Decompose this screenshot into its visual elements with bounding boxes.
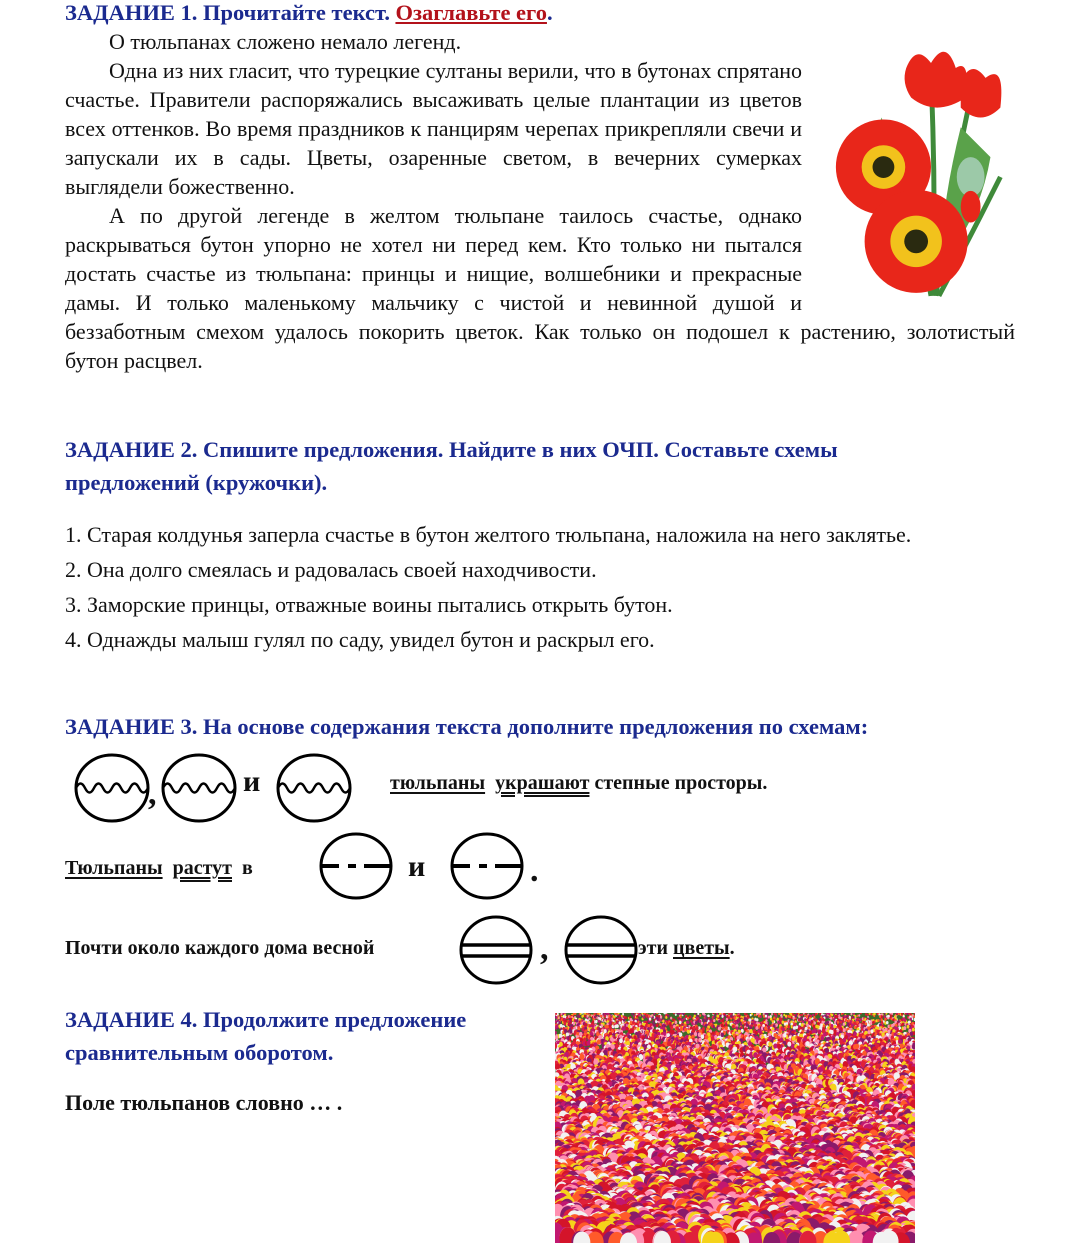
conjunction: и	[408, 850, 426, 883]
task4-heading: ЗАДАНИЕ 4. Продолжите предложение сравнительным оборотом.	[65, 1007, 467, 1065]
homogeneous-subject-circle	[163, 755, 235, 821]
period: .	[530, 852, 539, 889]
comma: ,	[540, 930, 549, 967]
homogeneous-subject-circle	[76, 755, 148, 821]
sentence-4: 4. Однажды малыш гулял по саду, увидел бутон и раскрыл его.	[65, 627, 655, 652]
sentence-3: 3. Заморские принцы, отважные воины пытались открыть бутон.	[65, 592, 673, 617]
homogeneous-predicate-circle	[566, 917, 636, 983]
title-it-instruction: Озаглавьте его	[395, 0, 547, 25]
scheme-sentence-3: Почти около каждого дома весной	[65, 937, 375, 959]
task4-prompt: Поле тюльпанов словно … .	[65, 1090, 343, 1115]
sentence-2: 2. Она долго смеялась и радовалась своей находчивости.	[65, 557, 597, 582]
sentence-list	[65, 517, 965, 657]
task3-heading: ЗАДАНИЕ 3. На основе содержания текста дополните предложения по схемам:	[65, 714, 869, 739]
task2-heading: ЗАДАНИЕ 2. Спишите предложения. Найдите в них ОЧП. Составьте схемы предложений (кружочки).	[65, 437, 838, 495]
paragraph: Одна из них гласит, что турецкие султаны верили, что в бутонах спрятано счастье. Правители распоряжались высаживать целые плантации из цветов всех оттенков. Во время праздников к панцирям черепах прикрепляли свечи и запускали их в сады. Цветы, озаренные светом, в вечерних сумерках выглядели божественно.	[65, 58, 802, 199]
sentence-1: 1. Старая колдунья заперла счастье в бутон желтого тюльпана, наложила на него заклятье.	[65, 522, 912, 547]
scheme-sentence-3-end: эти цветы.	[638, 937, 735, 959]
task1-section	[65, 0, 1015, 375]
homogeneous-adverbial-circle	[452, 834, 522, 898]
scheme-sentence-1: тюльпаны украшают степные просторы.	[390, 772, 768, 794]
homogeneous-predicate-circle	[461, 917, 531, 983]
tulip-field-image	[555, 1013, 915, 1243]
task1-heading: ЗАДАНИЕ 1. Прочитайте текст. Озаглавьте его.	[65, 0, 553, 25]
comma: ,	[148, 775, 157, 812]
homogeneous-subject-circle	[278, 755, 350, 821]
scheme-sentence-2: Тюльпаны растут в	[65, 857, 253, 879]
red-tulips-image	[822, 37, 1040, 307]
conjunction: и	[243, 765, 261, 798]
paragraph: О тюльпанах сложено немало легенд.	[109, 29, 462, 54]
paragraph: А по другой легенде в желтом тюльпане таилось счастье, однако раскрываться бутон упорно не хотел ни перед кем. Кто только ни пытался достать счастье из тюльпана: принцы и нищие, волшебники и прекрасные дамы. И только маленькому мальчику с чистой и невинной душой и беззаботным смехом удалось покорить цветок. Как только он подошел к растению, золотистый бутон расцвел.	[65, 203, 1015, 373]
homogeneous-adverbial-circle	[321, 834, 391, 898]
